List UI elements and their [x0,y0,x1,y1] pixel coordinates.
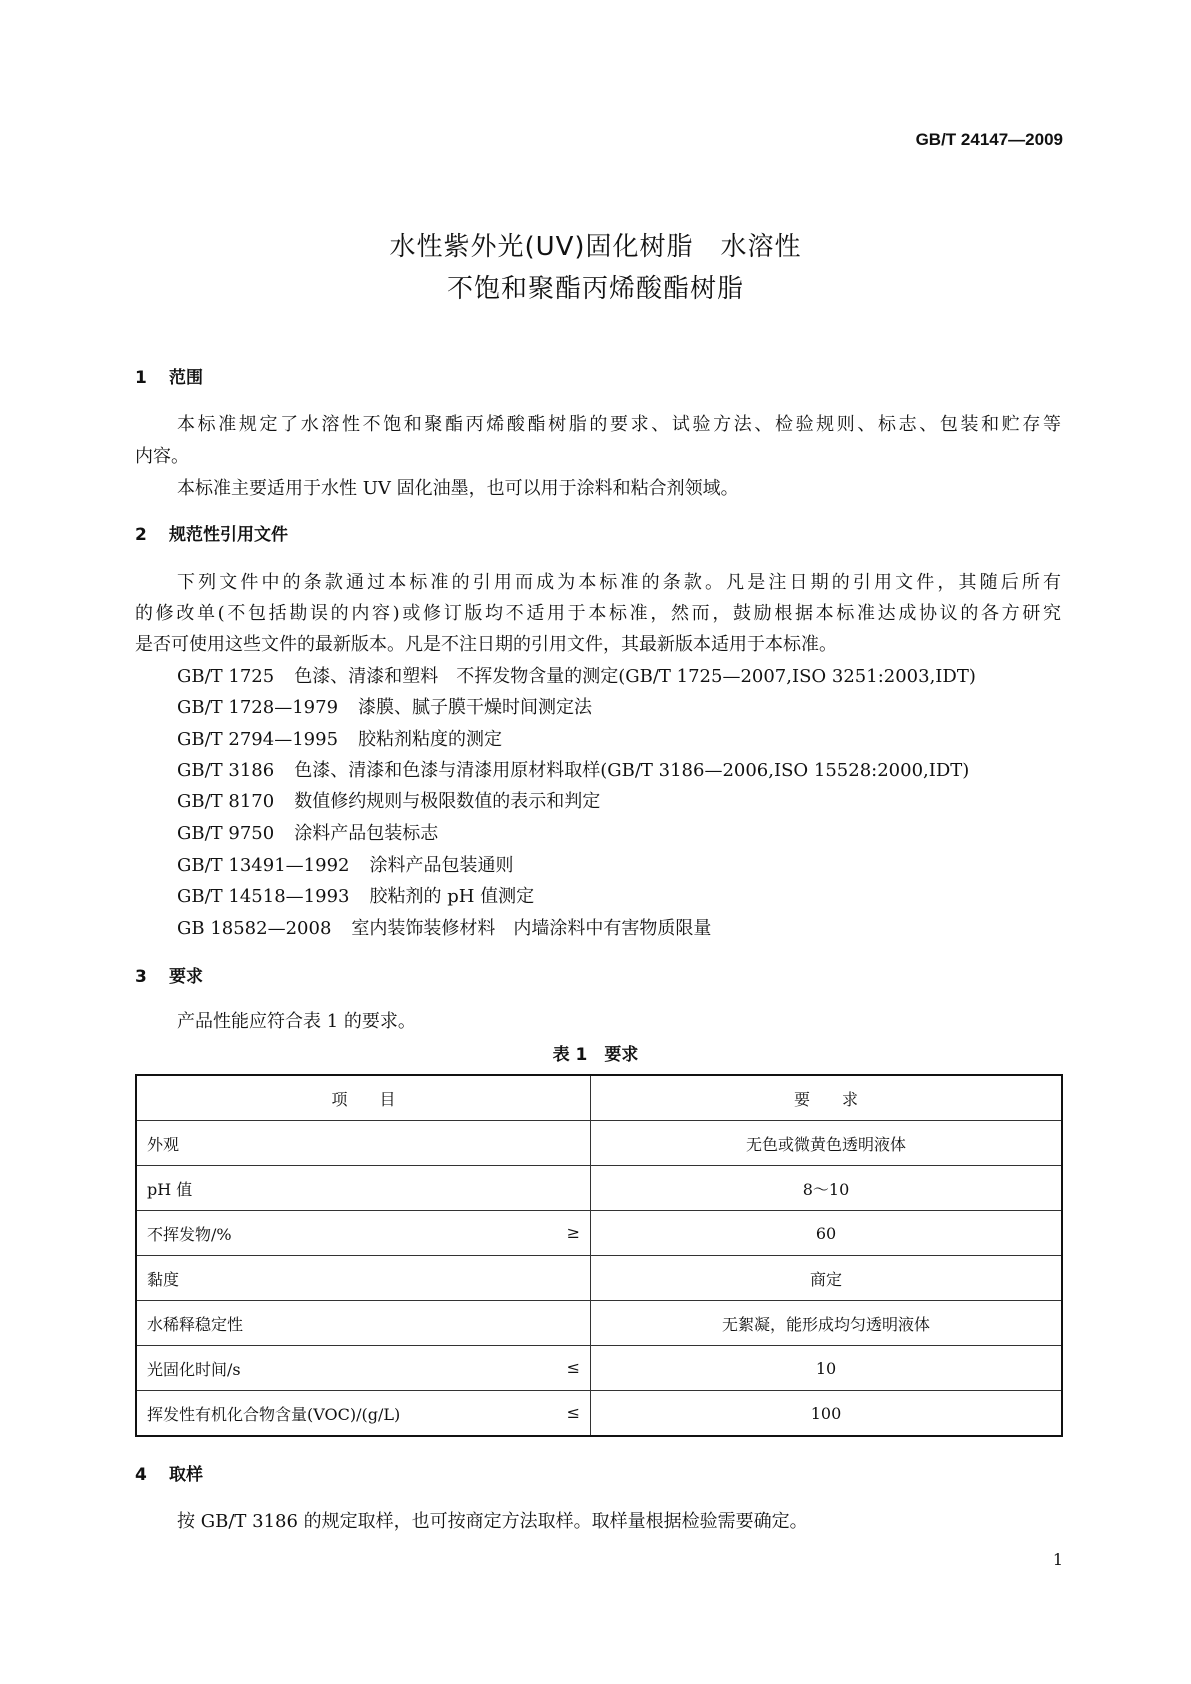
item-cell: 水稀释稳定性 [136,1301,591,1346]
table-header-row [136,1075,1062,1121]
paragraph-line: 是否可使用这些文件的最新版本。凡是不注日期的引用文件，其最新版本适用于本标准。 [135,634,837,655]
page-number: 1 [1052,1550,1063,1569]
item-cell: 不挥发物/% ≥ [136,1211,591,1256]
column-header: 项 目 [136,1075,591,1121]
standard-code: GB/T 24147—2009 [915,130,1063,149]
reference-item: GB/T 1728—1979 漆膜、腻子膜干燥时间测定法 [177,697,593,718]
paragraph-line: 下列文件中的条款通过本标准的引用而成为本标准的条款。凡是注日期的引用文件，其随后所有 [177,572,1061,593]
item-cell: 光固化时间/s ≤ [136,1346,591,1391]
value-cell: 100 [591,1391,1063,1437]
paragraph-line: 内容。 [135,446,189,467]
paragraph-line: 按 GB/T 3186 的规定取样，也可按商定方法取样。取样量根据检验需要确定。 [177,1511,808,1532]
table-row [136,1166,1062,1211]
reference-item: GB/T 3186 色漆、清漆和色漆与清漆用原材料取样(GB/T 3186—2006,ISO 15528:2000,IDT) [177,760,970,781]
value-cell: 8～10 [591,1166,1063,1211]
item-cell: pH 值 [136,1166,591,1211]
column-header: 要 求 [591,1075,1063,1121]
document-title-line-1: 水性紫外光(UV)固化树脂 水溶性 [389,232,802,262]
section-heading-4: 4 取样 [135,1465,203,1485]
reference-item: GB/T 2794—1995 胶粘剂粘度的测定 [177,729,503,750]
reference-item: GB/T 8170 数值修约规则与极限数值的表示和判定 [177,791,601,812]
reference-item: GB 18582—2008 室内装饰装修材料 内墙涂料中有害物质限量 [177,918,712,939]
requirements-table [135,1074,1063,1437]
paragraph-line: 本标准主要适用于水性 UV 固化油墨，也可以用于涂料和粘合剂领域。 [177,478,739,499]
table-row [136,1211,1062,1256]
section-heading-1: 1 范围 [135,368,203,388]
paragraph-line: 产品性能应符合表 1 的要求。 [177,1011,416,1032]
section-heading-2: 2 规范性引用文件 [135,525,288,545]
item-cell: 外观 [136,1121,591,1166]
value-cell: 无絮凝，能形成均匀透明液体 [591,1301,1063,1346]
value-cell: 10 [591,1346,1063,1391]
item-cell: 黏度 [136,1256,591,1301]
reference-item: GB/T 14518—1993 胶粘剂的 pH 值测定 [177,886,535,907]
document-title-line-2: 不饱和聚酯丙烯酸酯树脂 [446,274,744,304]
table-row [136,1346,1062,1391]
table-row [136,1301,1062,1346]
table-row [136,1391,1062,1437]
paragraph-line: 的修改单(不包括勘误的内容)或修订版均不适用于本标准，然而，鼓励根据本标准达成协议的各方研究 [135,603,1061,624]
reference-item: GB/T 13491—1992 涂料产品包装通则 [177,855,514,876]
table-caption: 表 1 要求 [552,1045,639,1065]
table-row [136,1121,1062,1166]
reference-item: GB/T 9750 涂料产品包装标志 [177,823,439,844]
table-row [136,1256,1062,1301]
value-cell: 商定 [591,1256,1063,1301]
reference-item: GB/T 1725 色漆、清漆和塑料 不挥发物含量的测定(GB/T 1725—2007,ISO 3251:2003,IDT) [177,666,976,687]
value-cell: 无色或微黄色透明液体 [591,1121,1063,1166]
value-cell: 60 [591,1211,1063,1256]
paragraph-line: 本标准规定了水溶性不饱和聚酯丙烯酸酯树脂的要求、试验方法、检验规则、标志、包装和贮存等 [177,414,1061,435]
section-heading-3: 3 要求 [135,967,203,987]
item-cell: 挥发性有机化合物含量(VOC)/(g/L) ≤ [136,1391,591,1437]
